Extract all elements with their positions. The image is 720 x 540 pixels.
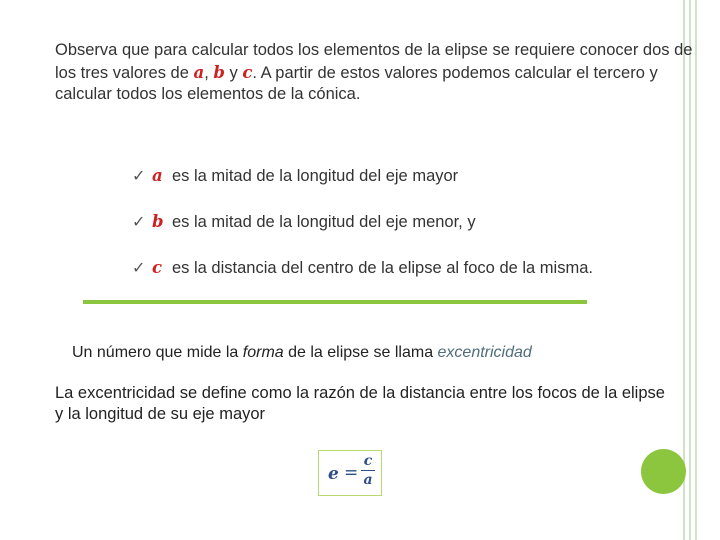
formula-denominator: a xyxy=(363,472,373,488)
eccentricity-definition: La excentricidad se define como la razón de la distancia entre los focos de la elipse y la longitud de su eje mayor xyxy=(55,384,665,423)
variable-a: a xyxy=(193,62,205,82)
fraction-bar xyxy=(361,470,375,471)
intro-text-end: . A partir de estos valores podemos calcular el tercero y calcular todos los elementos de la cónica. xyxy=(55,63,658,103)
intro-paragraph xyxy=(55,40,695,106)
variable-b: b xyxy=(213,62,225,82)
list-item-c xyxy=(132,258,593,278)
checkmark-icon: ✓ xyxy=(132,168,146,185)
eccentricity-term: excentricidad xyxy=(437,344,532,361)
eccentricity-intro xyxy=(72,344,532,362)
list-variable-c: c xyxy=(152,258,163,277)
intro-text-start: Observa que para calcular todos los elementos de la elipse se requiere conocer dos de los tres valores de xyxy=(55,41,693,82)
formula-equals: = xyxy=(344,463,359,483)
list-item-b xyxy=(132,212,476,232)
list-text-b: es la mitad de la longitud del eje menor, y xyxy=(172,213,476,231)
intro-separator-2: y xyxy=(224,63,243,82)
list-variable-a: a xyxy=(152,166,163,185)
variable-c: c xyxy=(242,62,253,82)
shape-text-emphasis: forma xyxy=(242,344,284,361)
side-decoration-line-3 xyxy=(695,0,697,540)
section-divider xyxy=(83,300,587,304)
formula-fraction xyxy=(361,453,375,488)
list-text-c: es la distancia del centro de la elipse al foco de la misma. xyxy=(172,259,593,277)
decorative-circle xyxy=(641,449,686,494)
formula-lhs: e xyxy=(328,464,339,484)
list-item-a xyxy=(132,166,458,186)
eccentricity-formula xyxy=(318,450,382,496)
shape-text-middle: de la elipse se llama xyxy=(283,344,438,361)
list-text-a: es la mitad de la longitud del eje mayor xyxy=(172,167,459,185)
formula-numerator: c xyxy=(363,453,373,469)
list-variable-b: b xyxy=(152,212,164,231)
checkmark-icon: ✓ xyxy=(132,214,146,231)
shape-text-prefix: Un número que mide la xyxy=(72,344,243,361)
checkmark-icon: ✓ xyxy=(132,260,146,277)
intro-separator-1: , xyxy=(204,63,214,82)
